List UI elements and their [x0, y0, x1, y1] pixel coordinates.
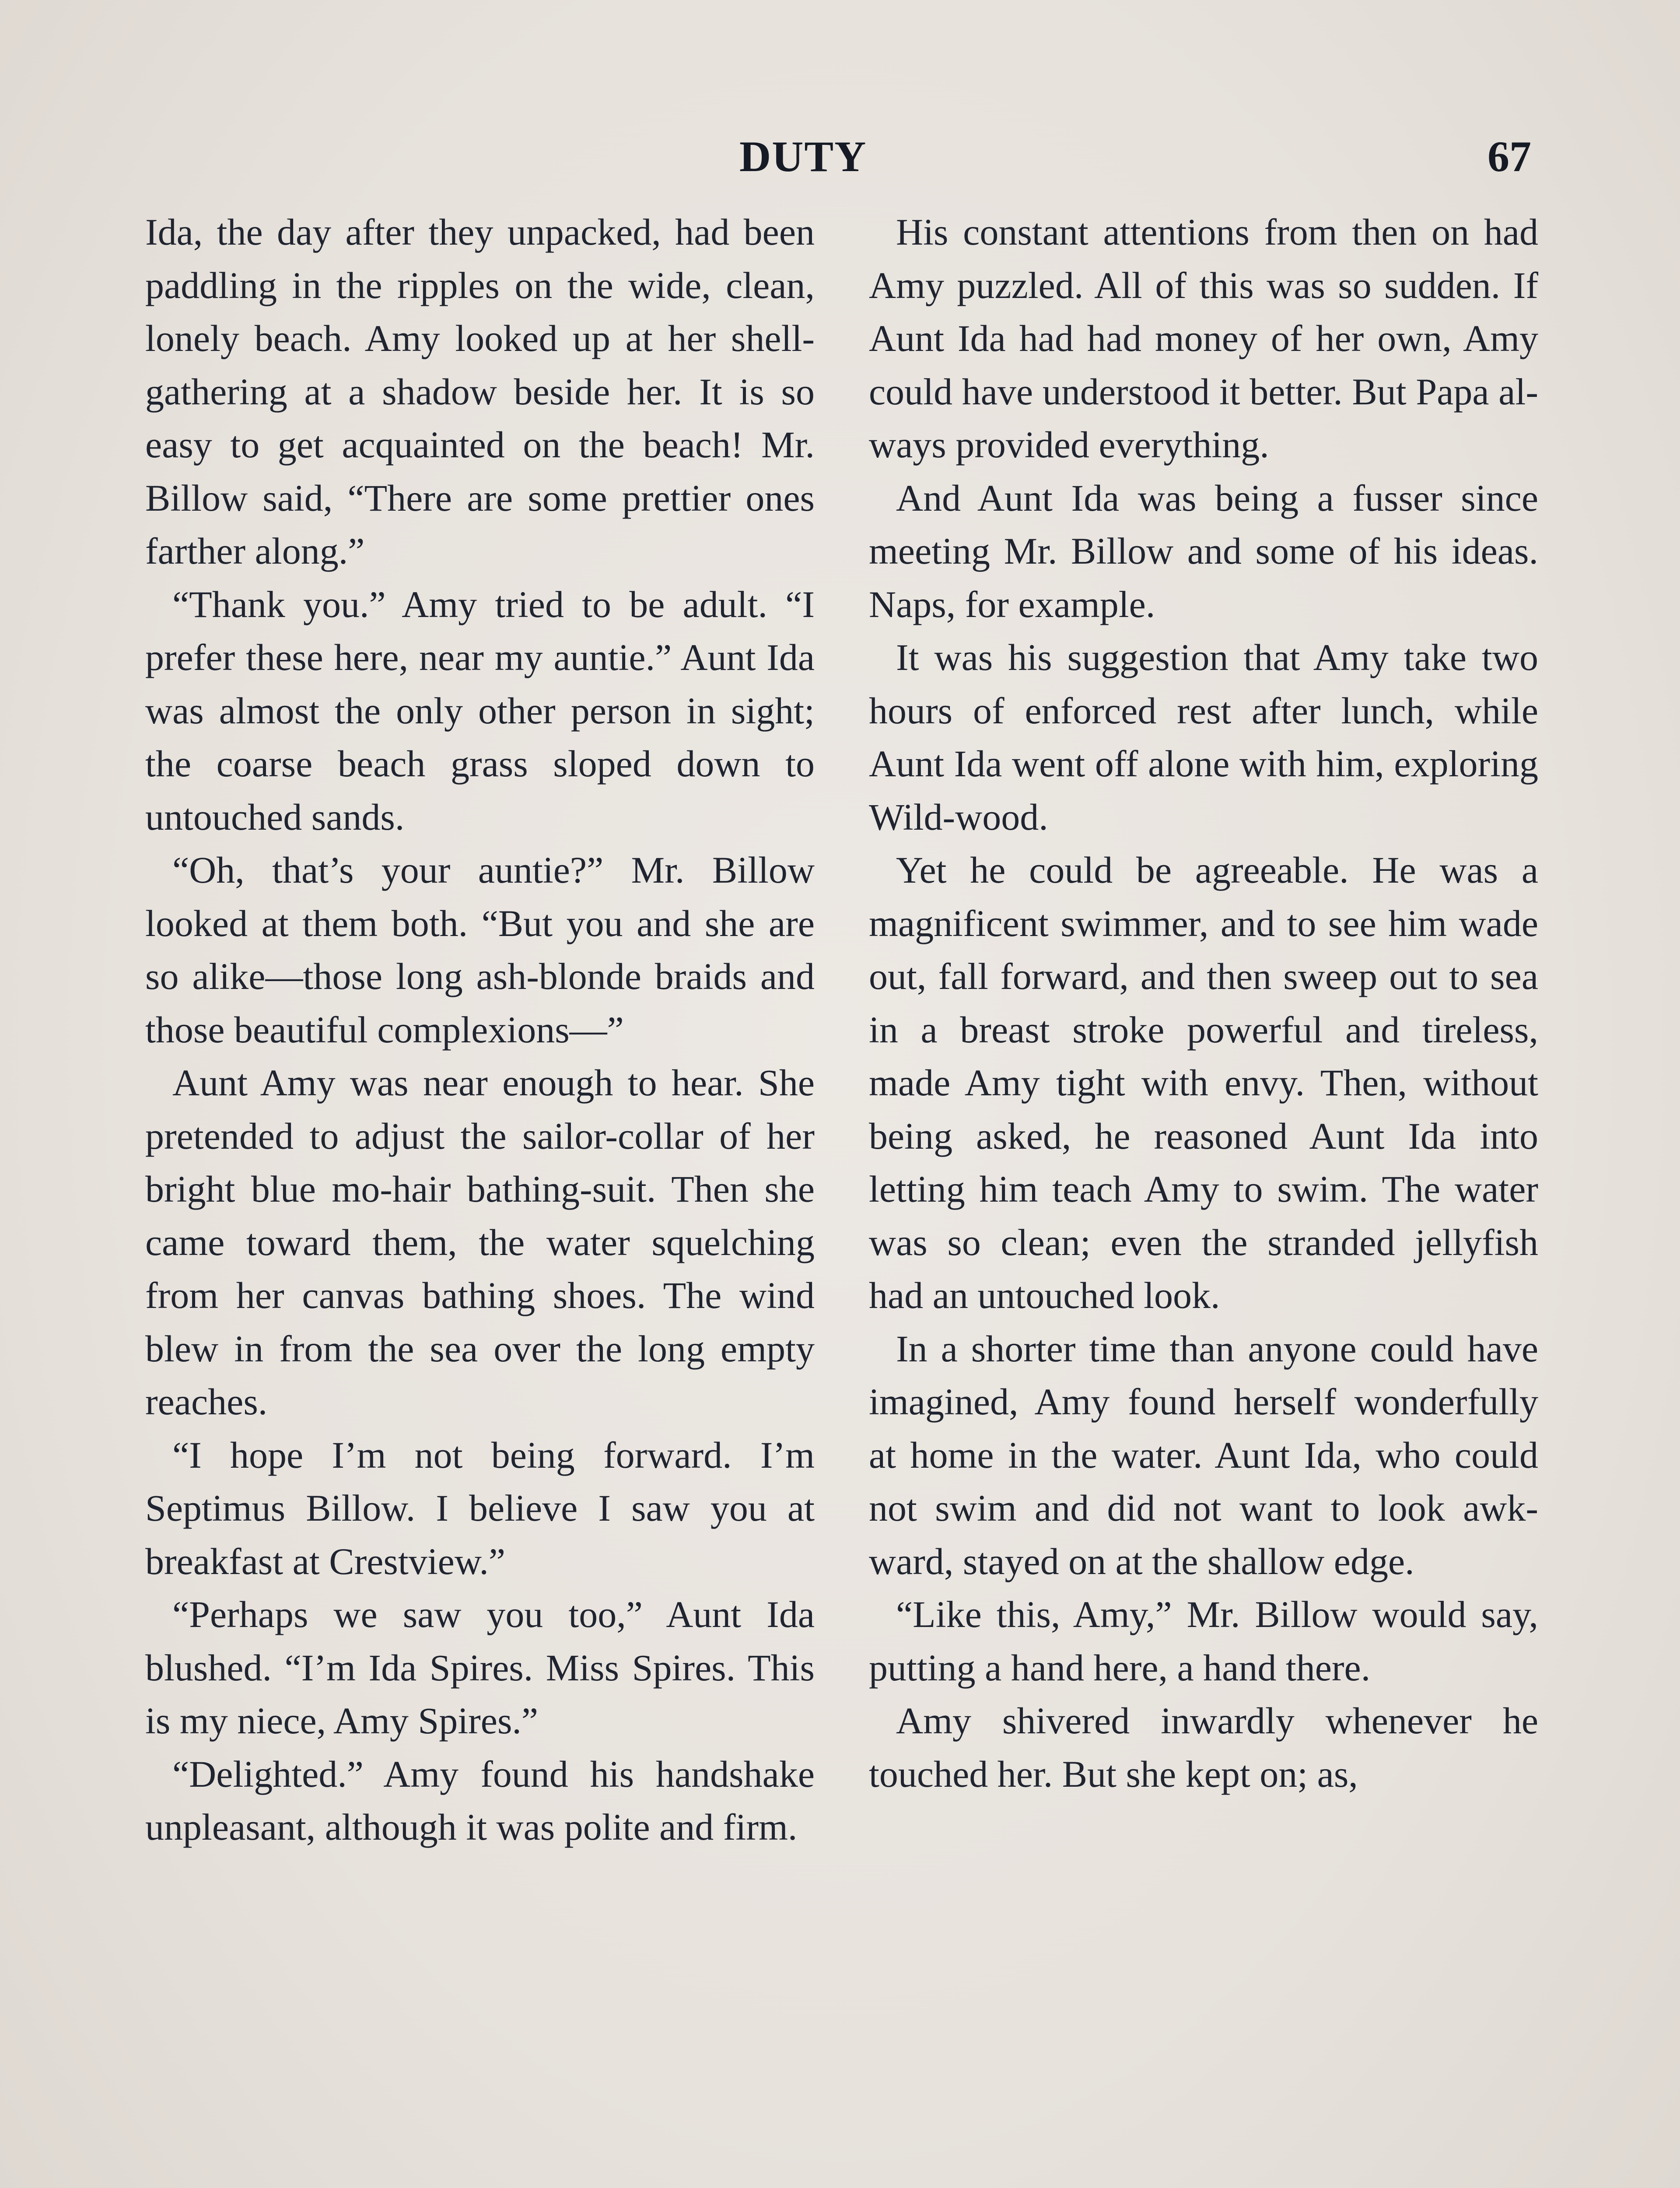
paragraph: Amy shivered inwardly whenever he touched her. But she kept on; as,	[869, 1700, 1538, 1795]
paragraph: And Aunt Ida was being a fusser since meeting Mr. Billow and some of his ideas. Naps, for example.	[869, 477, 1538, 625]
paragraph: “I hope I’m not being forward. I’m Septimus Billow. I believe I saw you at breakfast at Crestview.”	[145, 1434, 815, 1582]
left-column	[145, 206, 815, 1854]
chapter-title: DUTY	[739, 132, 867, 181]
page-number: 67	[1488, 132, 1531, 181]
paragraph: Ida, the day after they unpacked, had been paddling in the ripples on the wide, clean, lonely beach. Amy looked up at her shell-gathering at a shadow beside her. It is so easy to get acquainted on the beach! Mr. Billow said, “There are some prettier ones farther along.”	[145, 211, 815, 572]
paragraph: “Perhaps we saw you too,” Aunt Ida blushed. “I’m Ida Spires. Miss Spires. This is my niece, Amy Spires.”	[145, 1593, 815, 1742]
paragraph: “Thank you.” Amy tried to be adult. “I prefer these here, near my auntie.” Aunt Ida was almost the only other person in sight; the coarse beach grass sloped down to untouched sands.	[145, 583, 815, 838]
paragraph: “Delighted.” Amy found his handshake unpleasant, although it was polite and firm.	[145, 1753, 815, 1848]
paragraph: His constant attentions from then on had Amy puzzled. All of this was so sudden. If Aunt Ida had had money of her own, Amy could have understood it better. But Papa al-ways provided everything.	[869, 211, 1538, 466]
paragraph: “Like this, Amy,” Mr. Billow would say, putting a hand here, a hand there.	[869, 1593, 1538, 1689]
paragraph: Yet he could be agreeable. He was a magnificent swimmer, and to see him wade out, fall forward, and then sweep out to sea in a breast stroke powerful and tireless, made Amy tight with envy. Then, without being asked, he reasoned Aunt Ida into letting him teach Amy to swim. The water was so clean; even the stranded jellyfish had an untouched look.	[869, 849, 1538, 1316]
right-column	[869, 206, 1538, 1801]
paragraph: Aunt Amy was near enough to hear. She pretended to adjust the sailor-collar of her bright blue mo-hair bathing-suit. Then she came toward them, the water squelching from her canvas bathing shoes. The wind blew in from the sea over the long empty reaches.	[145, 1062, 815, 1423]
paragraph: “Oh, that’s your auntie?” Mr. Billow looked at them both. “But you and she are so alike—those long ash-blonde braids and those beautiful complexions—”	[145, 849, 815, 1051]
paragraph: In a shorter time than anyone could have imagined, Amy found herself wonderfully at home in the water. Aunt Ida, who could not swim and did not want to look awk-ward, stayed on at the shallow edge.	[869, 1327, 1538, 1582]
running-head	[0, 131, 1680, 193]
paragraph: It was his suggestion that Amy take two hours of enforced rest after lunch, while Aunt Ida went off alone with him, exploring Wild-wood.	[869, 636, 1538, 838]
